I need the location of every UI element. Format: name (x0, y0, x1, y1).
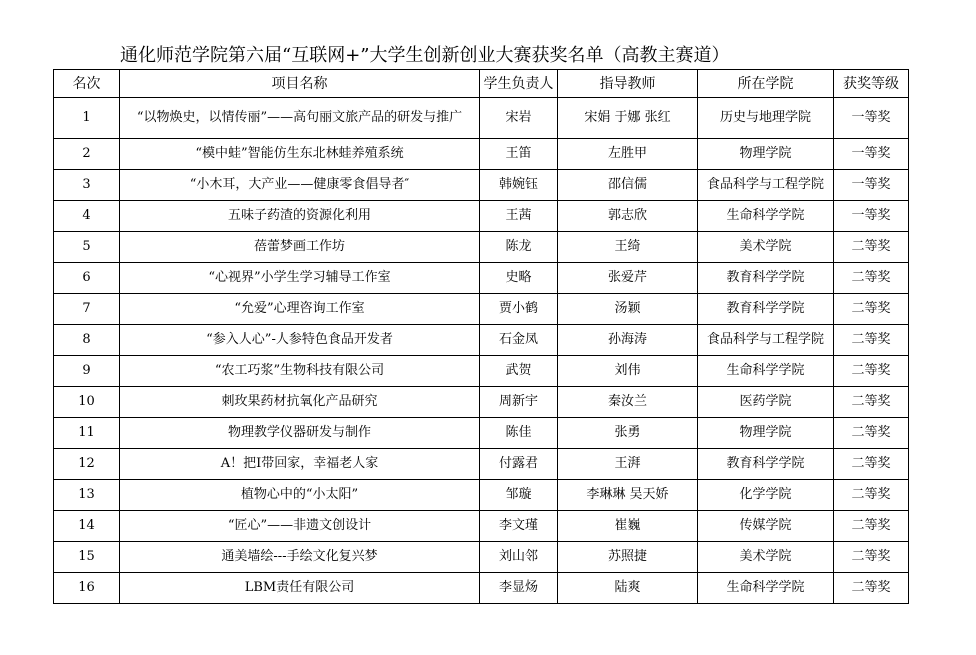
cell-advisor: 李琳琳 吴天娇 (558, 480, 698, 511)
cell-level: 二等奖 (834, 511, 909, 542)
table-row (54, 201, 909, 232)
table-row (54, 294, 909, 325)
cell-rank: 15 (54, 542, 120, 573)
column-header-project: 项目名称 (120, 70, 480, 98)
cell-college: 教育科学学院 (698, 449, 834, 480)
cell-level: 二等奖 (834, 418, 909, 449)
cell-rank: 16 (54, 573, 120, 604)
table-header-row (54, 70, 909, 98)
cell-advisor: 王绮 (558, 232, 698, 263)
page-title: 通化师范学院第六届“互联网+”大学生创新创业大赛获奖名单（高教主赛道） (120, 45, 730, 66)
cell-rank: 9 (54, 356, 120, 387)
cell-advisor: 宋娟 于娜 张红 (558, 98, 698, 139)
table-row (54, 573, 909, 604)
cell-college: 生命科学学院 (698, 573, 834, 604)
cell-rank: 4 (54, 201, 120, 232)
cell-advisor: 张爱芹 (558, 263, 698, 294)
cell-level: 二等奖 (834, 480, 909, 511)
cell-student: 刘山邻 (480, 542, 558, 573)
column-header-level: 获奖等级 (834, 70, 909, 98)
cell-advisor: 邵信儒 (558, 170, 698, 201)
cell-level: 二等奖 (834, 356, 909, 387)
cell-rank: 6 (54, 263, 120, 294)
cell-project: “允爱”心理咨询工作室 (120, 294, 480, 325)
cell-rank: 11 (54, 418, 120, 449)
cell-level: 一等奖 (834, 170, 909, 201)
cell-advisor: 王湃 (558, 449, 698, 480)
cell-college: 食品科学与工程学院 (698, 170, 834, 201)
table-row (54, 139, 909, 170)
cell-rank: 13 (54, 480, 120, 511)
cell-student: 李显炀 (480, 573, 558, 604)
cell-student: 武贺 (480, 356, 558, 387)
cell-student: 周新宇 (480, 387, 558, 418)
cell-level: 二等奖 (834, 387, 909, 418)
cell-college: 物理学院 (698, 418, 834, 449)
cell-advisor: 张勇 (558, 418, 698, 449)
cell-level: 二等奖 (834, 325, 909, 356)
table-row (54, 170, 909, 201)
cell-rank: 2 (54, 139, 120, 170)
table-row (54, 98, 909, 139)
cell-project: 蓓蕾梦画工作坊 (120, 232, 480, 263)
cell-student: 陈龙 (480, 232, 558, 263)
cell-advisor: 刘伟 (558, 356, 698, 387)
cell-project: 刺玫果药材抗氧化产品研究 (120, 387, 480, 418)
table-row (54, 325, 909, 356)
cell-college: 生命科学学院 (698, 356, 834, 387)
cell-student: 贾小鹤 (480, 294, 558, 325)
cell-rank: 8 (54, 325, 120, 356)
cell-college: 美术学院 (698, 542, 834, 573)
column-header-college: 所在学院 (698, 70, 834, 98)
cell-project: 通美墙绘---手绘文化复兴梦 (120, 542, 480, 573)
cell-rank: 3 (54, 170, 120, 201)
cell-student: 韩婉钰 (480, 170, 558, 201)
cell-college: 美术学院 (698, 232, 834, 263)
cell-advisor: 陆爽 (558, 573, 698, 604)
table-row (54, 387, 909, 418)
cell-project: LBM责任有限公司 (120, 573, 480, 604)
cell-project: 植物心中的“小太阳” (120, 480, 480, 511)
cell-advisor: 秦汝兰 (558, 387, 698, 418)
column-header-student: 学生负责人 (480, 70, 558, 98)
cell-project: “农工巧浆”生物科技有限公司 (120, 356, 480, 387)
cell-project: “匠心”——非遗文创设计 (120, 511, 480, 542)
column-header-advisor: 指导教师 (558, 70, 698, 98)
cell-rank: 1 (54, 98, 120, 139)
cell-rank: 5 (54, 232, 120, 263)
cell-college: 生命科学学院 (698, 201, 834, 232)
cell-level: 二等奖 (834, 294, 909, 325)
cell-project: “模中蛙”智能仿生东北林蛙养殖系统 (120, 139, 480, 170)
cell-student: 付露君 (480, 449, 558, 480)
cell-level: 一等奖 (834, 139, 909, 170)
cell-project: “心视界”小学生学习辅导工作室 (120, 263, 480, 294)
table-row (54, 263, 909, 294)
cell-advisor: 郭志欣 (558, 201, 698, 232)
cell-college: 传媒学院 (698, 511, 834, 542)
table-row (54, 511, 909, 542)
cell-college: 教育科学学院 (698, 294, 834, 325)
column-header-rank: 名次 (54, 70, 120, 98)
cell-student: 陈佳 (480, 418, 558, 449)
cell-project: A！把I带回家，幸福老人家 (120, 449, 480, 480)
cell-college: 物理学院 (698, 139, 834, 170)
cell-project: 物理教学仪器研发与制作 (120, 418, 480, 449)
table-row (54, 418, 909, 449)
cell-student: 王茜 (480, 201, 558, 232)
table-row (54, 542, 909, 573)
cell-advisor: 崔巍 (558, 511, 698, 542)
cell-level: 一等奖 (834, 98, 909, 139)
table-row (54, 356, 909, 387)
cell-level: 二等奖 (834, 449, 909, 480)
cell-level: 二等奖 (834, 573, 909, 604)
cell-project: 五味子药渣的资源化利用 (120, 201, 480, 232)
cell-rank: 10 (54, 387, 120, 418)
cell-college: 历史与地理学院 (698, 98, 834, 139)
cell-advisor: 汤颖 (558, 294, 698, 325)
awards-table (53, 69, 909, 604)
cell-college: 教育科学学院 (698, 263, 834, 294)
cell-level: 一等奖 (834, 201, 909, 232)
table-row (54, 480, 909, 511)
cell-student: 邹璇 (480, 480, 558, 511)
cell-student: 石金凤 (480, 325, 558, 356)
cell-college: 食品科学与工程学院 (698, 325, 834, 356)
cell-student: 史略 (480, 263, 558, 294)
cell-student: 王笛 (480, 139, 558, 170)
cell-project: “小木耳，大产业——健康零食倡导者″ (120, 170, 480, 201)
table-row (54, 232, 909, 263)
cell-rank: 7 (54, 294, 120, 325)
cell-college: 化学学院 (698, 480, 834, 511)
cell-rank: 14 (54, 511, 120, 542)
cell-advisor: 左胜甲 (558, 139, 698, 170)
cell-student: 李文瑾 (480, 511, 558, 542)
cell-project: “参入人心”-人参特色食品开发者 (120, 325, 480, 356)
cell-level: 二等奖 (834, 232, 909, 263)
cell-project: “以物焕史，以情传丽”——高句丽文旅产品的研发与推广 (120, 98, 480, 139)
cell-college: 医药学院 (698, 387, 834, 418)
cell-student: 宋岩 (480, 98, 558, 139)
cell-advisor: 苏照捷 (558, 542, 698, 573)
cell-level: 二等奖 (834, 263, 909, 294)
cell-rank: 12 (54, 449, 120, 480)
cell-advisor: 孙海涛 (558, 325, 698, 356)
cell-level: 二等奖 (834, 542, 909, 573)
table-row (54, 449, 909, 480)
